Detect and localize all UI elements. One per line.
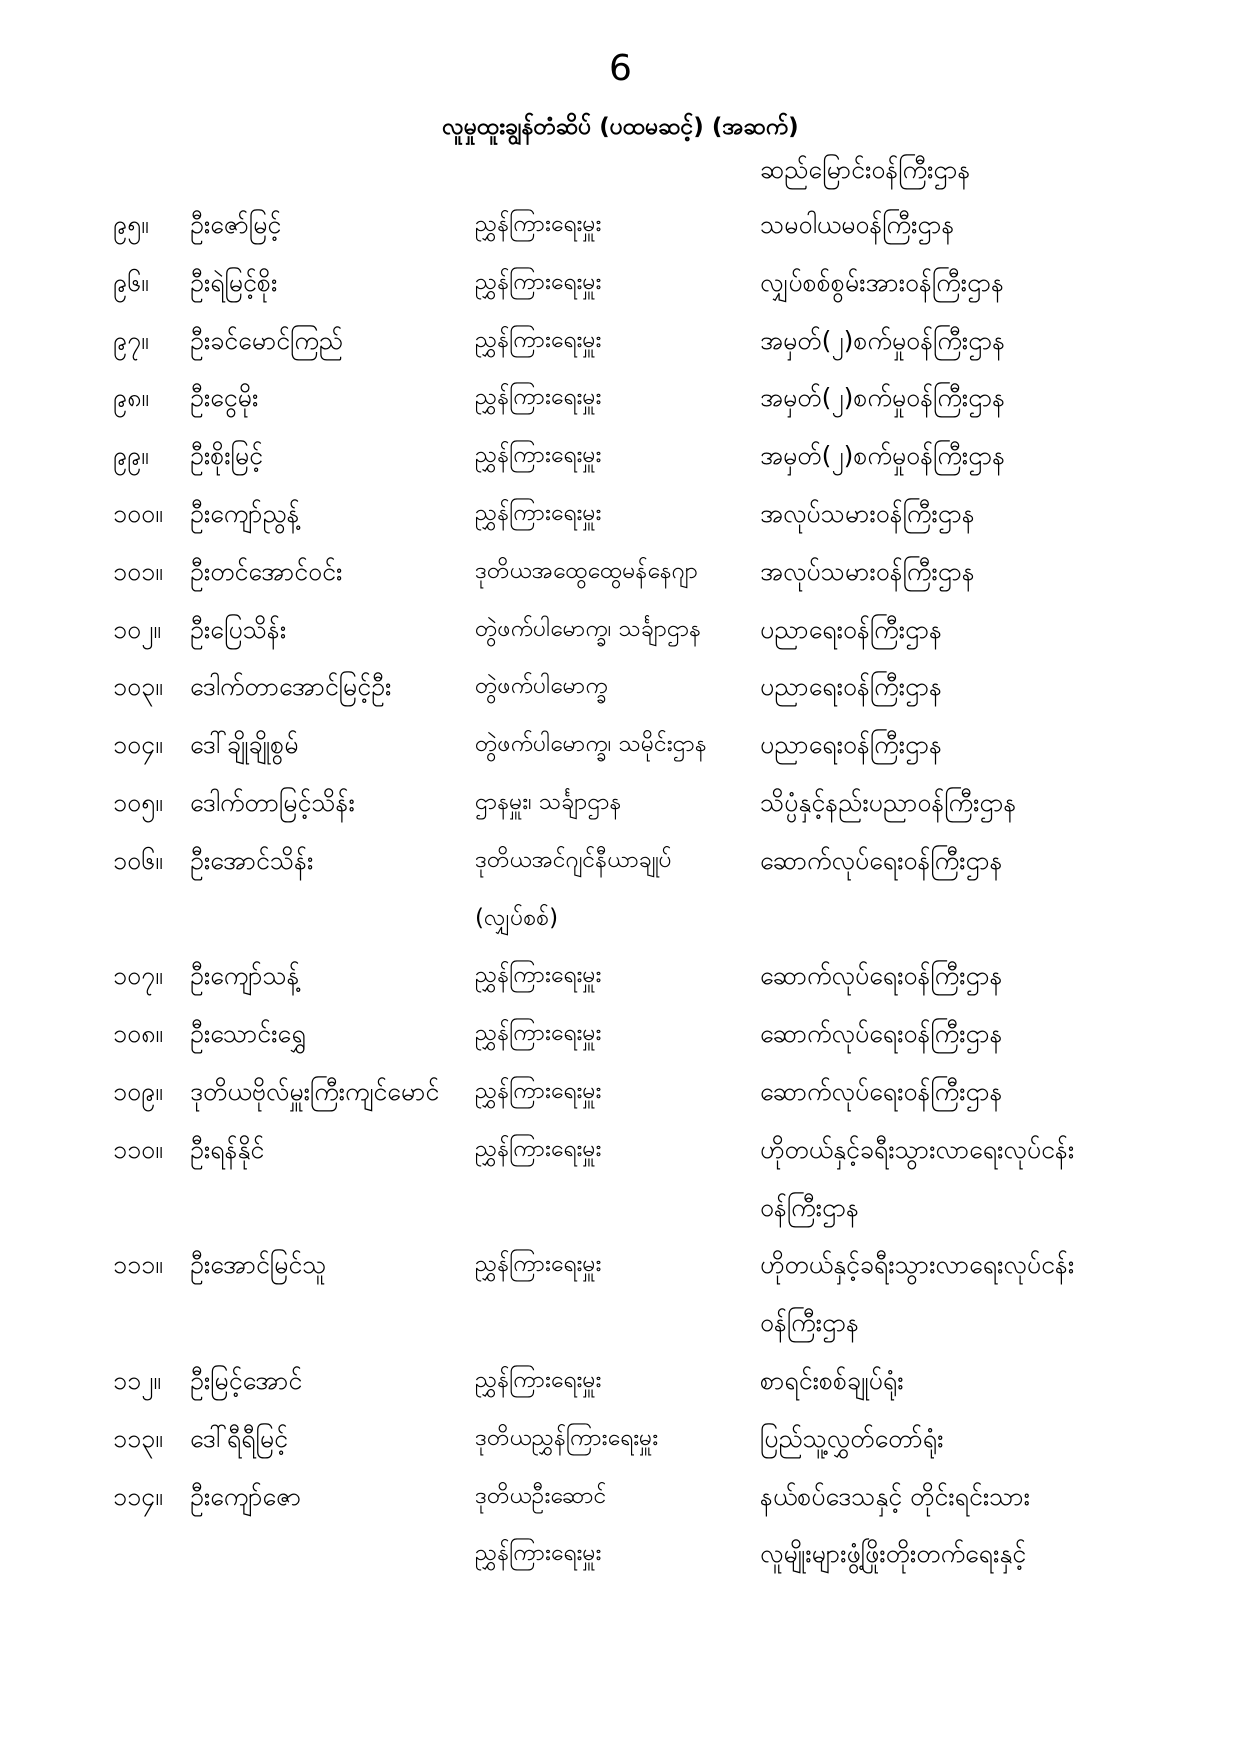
- row-number: [113, 774, 190, 832]
- row-number: [113, 601, 190, 659]
- table-row: [113, 774, 1241, 832]
- row-number-line: ၁၁၄။: [113, 1481, 163, 1511]
- row-number: [113, 947, 190, 1005]
- recipient-name-line: ဦးခင်မောင်ကြည်: [190, 325, 343, 355]
- row-number-line: ၁၁၀။: [113, 1134, 163, 1164]
- recipient-position-line: ညွှန်ကြားရေးမှူး: [475, 1366, 602, 1393]
- recipient-name-line: ဒေါက်တာမြင့်သိန်း: [190, 787, 355, 817]
- recipient-department: [760, 543, 1241, 601]
- recipient-position-line: ညွှန်ကြားရေးမှူး: [475, 211, 602, 237]
- table-row: [113, 658, 1241, 716]
- table-row: [113, 601, 1241, 659]
- table-row: [113, 312, 1241, 370]
- recipient-position: [475, 947, 760, 1005]
- recipient-name-line: ဒေါ်ရီရီမြင့်: [190, 1423, 288, 1453]
- row-number: [113, 1005, 190, 1063]
- recipient-position: [475, 312, 760, 370]
- row-number: [113, 369, 190, 427]
- recipient-department: [760, 716, 1241, 774]
- recipient-name-line: ဦးကျော်သန့်: [190, 961, 300, 991]
- recipient-position: [475, 254, 760, 312]
- recipient-position-line: ဒုတိယဦးဆောင်: [475, 1482, 607, 1509]
- recipient-name-line: ဒုတိယဗိုလ်မှူးကြီးကျင်မောင်: [190, 1076, 440, 1106]
- recipient-department: [760, 832, 1241, 890]
- recipient-position: [475, 369, 760, 427]
- recipient-position: [475, 1410, 760, 1468]
- recipient-position: [475, 1005, 760, 1063]
- table-row: [113, 427, 1241, 485]
- recipient-department-line: ဆောက်လုပ်ရေးဝန်ကြီးဌာန: [760, 1019, 1003, 1049]
- recipient-department: [760, 1121, 1241, 1237]
- recipient-department-line: ပြည်သူ့လွှတ်တော်ရုံး: [760, 1423, 944, 1453]
- recipient-name-line: ဦးမြင့်အောင်: [190, 1365, 303, 1395]
- recipient-position-line: ညွှန်ကြားရေးမှူး: [475, 499, 602, 526]
- recipient-position-line: ညွှန်ကြားရေးမှူး: [475, 962, 602, 989]
- recipient-department: [760, 774, 1241, 832]
- row-number-line: ၉၅။: [113, 210, 149, 239]
- recipient-name: [190, 1236, 475, 1294]
- recipient-position: [475, 196, 760, 254]
- recipient-department-line: စာရင်းစစ်ချုပ်ရုံး: [760, 1365, 904, 1395]
- recipient-position: [475, 543, 760, 601]
- row-number: [113, 1063, 190, 1121]
- recipient-position-line: ညွှန်ကြားရေးမှူး: [475, 1077, 602, 1104]
- row-number: [113, 716, 190, 774]
- recipient-position: [475, 427, 760, 485]
- row-number: [113, 832, 190, 890]
- table-row: [113, 485, 1241, 543]
- recipient-position-line: ညွှန်ကြားရေးမှူး: [475, 1020, 602, 1047]
- row-number-line: ၁၀၅။: [113, 787, 163, 817]
- recipient-name-line: ဦးဇော်မြင့်: [190, 210, 282, 239]
- table-row: [113, 1352, 1241, 1410]
- recipient-name-line: ဦးအောင်သိန်း: [190, 845, 314, 875]
- recipient-position: [475, 716, 760, 774]
- recipient-name: [190, 1005, 475, 1063]
- recipient-department: [760, 485, 1241, 543]
- recipient-department-line: လျှပ်စစ်စွမ်းအားဝန်ကြီးဌာန: [760, 267, 1005, 297]
- recipient-department-line: ဝန်ကြီးဌာန: [760, 1308, 860, 1338]
- recipient-position-line: (လျှပ်စစ်): [475, 904, 559, 931]
- recipient-department: [760, 254, 1241, 312]
- table-row: [113, 1121, 1241, 1237]
- recipient-position-line: တွဲဖက်ပါမောက္ခ၊ သင်္ချာဌာန: [475, 615, 702, 642]
- recipient-position: [475, 485, 760, 543]
- row-number-line: ၁၀၉။: [113, 1076, 163, 1106]
- recipient-department-line: ပညာရေးဝန်ကြီးဌာန: [760, 672, 943, 702]
- recipient-name-line: ဦးသောင်းရွှေ: [190, 1019, 306, 1049]
- recipient-department: [760, 1410, 1241, 1468]
- recipient-name: [190, 947, 475, 1005]
- table-row: [113, 947, 1241, 1005]
- recipient-name-line: ဦးငွေမိုး: [190, 383, 259, 413]
- row-number: [113, 1410, 190, 1468]
- recipient-position: [475, 1063, 760, 1121]
- recipient-department-line: လူမျိုးများဖွံ့ဖြိုးတိုးတက်ရေးနှင့်: [760, 1539, 1027, 1569]
- recipient-department-line: အလုပ်သမားဝန်ကြီးဌာန: [760, 498, 975, 528]
- recipient-department: [760, 658, 1241, 716]
- row-number-line: ၁၁၁။: [113, 1250, 163, 1280]
- recipient-position: [475, 1121, 760, 1179]
- carryover-department-label: ဆည်မြောင်းဝန်ကြီးဌာန: [760, 155, 971, 184]
- recipient-position-line: ညွှန်ကြားရေးမှူး: [475, 384, 602, 411]
- recipient-name-line: ဒေါ်ချိုချိုစွမ်: [190, 730, 299, 760]
- row-number-line: ၁၀၀။: [113, 498, 163, 528]
- recipient-name: [190, 1410, 475, 1468]
- recipient-department-line: အလုပ်သမားဝန်ကြီးဌာန: [760, 556, 975, 586]
- recipient-department-line: ဆောက်လုပ်ရေးဝန်ကြီးဌာန: [760, 1076, 1003, 1106]
- recipient-name: [190, 196, 475, 254]
- recipient-department-line: ဟိုတယ်နှင့်ခရီးသွားလာရေးလုပ်ငန်း: [760, 1134, 1075, 1164]
- recipient-name: [190, 832, 475, 890]
- recipient-position-line: ညွှန်ကြားရေးမှူး: [475, 268, 602, 295]
- recipient-department: [760, 1236, 1241, 1352]
- row-number-line: ၁၀၇။: [113, 961, 163, 991]
- recipient-name-line: ဦးအောင်မြင်သူ: [190, 1250, 327, 1280]
- table-row: [113, 1410, 1241, 1468]
- recipient-name: [190, 601, 475, 659]
- recipient-department-line: ဆောက်လုပ်ရေးဝန်ကြီးဌာန: [760, 845, 1003, 875]
- recipient-department: [760, 369, 1241, 427]
- recipient-position-line: ညွှန်ကြားရေးမှူး: [475, 1135, 602, 1162]
- recipient-name-line: ဒေါက်တာအောင်မြင့်ဦး: [190, 672, 392, 702]
- recipient-department-line: ဝန်ကြီးဌာန: [760, 1192, 860, 1222]
- recipient-position: [475, 658, 760, 716]
- recipient-department-line: အမှတ်(၂)စက်မှုဝန်ကြီးဌာန: [760, 325, 1006, 355]
- recipient-position-line: ဒုတိယအင်ဂျင်နီယာချုပ်: [475, 846, 672, 873]
- row-number: [113, 1468, 190, 1526]
- recipient-position-line: ဒုတိယညွှန်ကြားရေးမှူး: [475, 1424, 659, 1451]
- recipient-name: [190, 716, 475, 774]
- row-number: [113, 1352, 190, 1410]
- recipient-name: [190, 1468, 475, 1526]
- row-number: [113, 485, 190, 543]
- table-row: [113, 1063, 1241, 1121]
- recipient-department-line: သမဝါယမဝန်ကြီးဌာန: [760, 210, 955, 239]
- row-number-line: ၉၉။: [113, 441, 149, 471]
- table-row: [113, 832, 1241, 948]
- row-number-line: ၁၀၈။: [113, 1019, 163, 1049]
- recipient-department: [760, 947, 1241, 1005]
- table-row: [113, 716, 1241, 774]
- table-row: [113, 369, 1241, 427]
- recipient-department: [760, 427, 1241, 485]
- recipient-name: [190, 312, 475, 370]
- row-number: [113, 1121, 190, 1179]
- row-number-line: ၁၀၃။: [113, 672, 163, 702]
- row-number-line: ၁၀၆။: [113, 845, 163, 875]
- row-number-line: ၉၇။: [113, 325, 149, 355]
- recipient-name-line: ဦးကျော်ညွန့်: [190, 498, 300, 528]
- recipient-department: [760, 1005, 1241, 1063]
- recipient-department-line: ဟိုတယ်နှင့်ခရီးသွားလာရေးလုပ်ငန်း: [760, 1250, 1075, 1280]
- recipient-position: [475, 774, 760, 832]
- recipient-name-line: ဦးတင်အောင်ဝင်း: [190, 556, 343, 586]
- row-number-line: ၁၀၄။: [113, 730, 163, 760]
- recipient-name: [190, 369, 475, 427]
- row-number-line: ၁၀၂။: [113, 614, 161, 644]
- recipient-department-line: သိပ္ပံနှင့်နည်းပညာဝန်ကြီးဌာန: [760, 787, 1017, 817]
- row-number: [113, 312, 190, 370]
- row-number-line: ၁၀၁။: [113, 556, 163, 586]
- row-number: [113, 658, 190, 716]
- recipient-name-line: ဦးပြေသိန်း: [190, 614, 287, 644]
- row-number-line: ၉၈။: [113, 383, 149, 413]
- recipient-position-line: ညွှန်ကြားရေးမှူး: [475, 1251, 602, 1278]
- recipient-department: [760, 601, 1241, 659]
- row-number: [113, 427, 190, 485]
- row-number-line: ၁၁၂။: [113, 1365, 161, 1395]
- recipient-department-line: ပညာရေးဝန်ကြီးဌာန: [760, 614, 943, 644]
- table-row: [113, 196, 1241, 254]
- recipient-name: [190, 1352, 475, 1410]
- recipient-position-line: ညွှန်ကြားရေးမှူး: [475, 442, 602, 469]
- recipient-position-line: ဌာနမှူး၊ သင်္ချာဌာန: [475, 788, 622, 815]
- row-number: [113, 543, 190, 601]
- table-row: [113, 1005, 1241, 1063]
- row-number-line: ၉၆။: [113, 267, 149, 297]
- table-row: [113, 1468, 1241, 1584]
- recipient-position-line: ညွှန်ကြားရေးမှူး: [475, 1540, 602, 1567]
- recipient-department: [760, 312, 1241, 370]
- recipient-position-line: ညွှန်ကြားရေးမှူး: [475, 326, 602, 353]
- recipient-name: [190, 1121, 475, 1179]
- recipient-position-line: ဒုတိယအထွေထွေမန်နေဂျာ: [475, 557, 698, 584]
- recipient-position-line: တွဲဖက်ပါမောက္ခ: [475, 673, 608, 700]
- recipient-position: [475, 1236, 760, 1294]
- recipient-department-line: နယ်စပ်ဒေသနှင့် တိုင်းရင်းသား: [760, 1481, 1030, 1511]
- row-number: [113, 196, 190, 254]
- table-row: [113, 254, 1241, 312]
- recipient-name: [190, 485, 475, 543]
- recipient-name: [190, 543, 475, 601]
- recipient-department: [760, 196, 1241, 254]
- recipient-position: [475, 832, 760, 948]
- row-number: [113, 1236, 190, 1294]
- recipient-name-line: ဦးရန်နိုင်: [190, 1134, 265, 1164]
- recipient-department-line: ဆောက်လုပ်ရေးဝန်ကြီးဌာန: [760, 961, 1003, 991]
- recipient-name-line: ဦးရဲမြင့်စိုး: [190, 267, 278, 297]
- recipient-name: [190, 774, 475, 832]
- recipient-position: [475, 1352, 760, 1410]
- recipient-name: [190, 658, 475, 716]
- page-number: 6: [609, 48, 632, 89]
- medal-recipient-list: [0, 196, 1241, 1583]
- recipient-name: [190, 1063, 475, 1121]
- table-row: [113, 543, 1241, 601]
- recipient-department: [760, 1063, 1241, 1121]
- recipient-position-line: တွဲဖက်ပါမောက္ခ၊ သမိုင်းဌာန: [475, 731, 707, 758]
- page-title: လူမှုထူးချွန်တံဆိပ် (ပထမဆင့်) (အဆက်): [442, 114, 799, 140]
- recipient-department: [760, 1468, 1241, 1584]
- recipient-department: [760, 1352, 1241, 1410]
- recipient-name-line: ဦးကျော်ဇော: [190, 1481, 302, 1511]
- recipient-name: [190, 427, 475, 485]
- recipient-department-line: ပညာရေးဝန်ကြီးဌာန: [760, 730, 943, 760]
- recipient-department-line: အမှတ်(၂)စက်မှုဝန်ကြီးဌာန: [760, 383, 1006, 413]
- recipient-name: [190, 254, 475, 312]
- recipient-name-line: ဦးစိုးမြင့်: [190, 441, 263, 471]
- row-number: [113, 254, 190, 312]
- row-number-line: ၁၁၃။: [113, 1423, 163, 1453]
- table-row: [113, 1236, 1241, 1352]
- recipient-position: [475, 1468, 760, 1584]
- recipient-position: [475, 601, 760, 659]
- recipient-department-line: အမှတ်(၂)စက်မှုဝန်ကြီးဌာန: [760, 441, 1006, 471]
